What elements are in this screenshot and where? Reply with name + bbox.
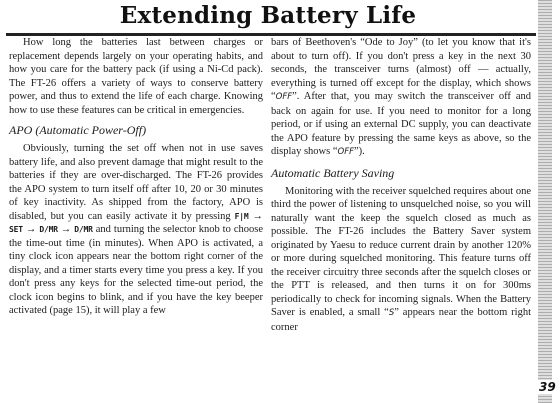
arrow-3: → bbox=[57, 224, 75, 235]
page-edge-strip bbox=[538, 0, 552, 403]
battery-saving-text-2: ” appears near the bottom right corner bbox=[271, 307, 531, 333]
apo-heading: APO (Automatic Power-Off) bbox=[9, 123, 147, 137]
battery-saving-heading: Automatic Battery Saving bbox=[271, 165, 395, 180]
right-column bbox=[271, 36, 531, 334]
apo-cont-text-2: ”. After that, you may switch the transceiver off and back on again for use. If you need to monitor for a long period, or if using an external DC supply, you can deactivate the APO feature by pressing the same keys as above, so the display shows “ bbox=[271, 91, 531, 157]
apo-cont-text-3: ”). bbox=[353, 146, 365, 157]
page-title: Extending Battery Life bbox=[119, 2, 417, 29]
apo-text-end: and turning the selector knob to choose the time-out time (in minutes). When APO is activated, a tiny clock icon appears near the bottom right corner of the display, and a timer starts every time you press a key. If you don't press any keys for the selected time-out period, the clock icon begins to blink, and if you have the key beeper activated (page 15), it will play a few bbox=[9, 224, 263, 316]
apo-text-start: Obviously, turning the set off when not in use saves battery life, and also prevent damage that might result to the batteries if they are over-discharged. The FT-26 provides the APO system to turn itself off after 10, 20 or 30 minutes of key inactivity. As shipped from the factory, APO is disabled, but you can easily activate it by pressing bbox=[9, 143, 263, 222]
battery-saving-text-1: Monitoring with the receiver squelched requires about one third the power of listening to unsquelched noise, so you will naturally want the keep the squelch closed as much as possible. The FT-26 includes the Battery Saver system originated by Yaesu to reduce current drain by another 120% or more during squelched monitoring. This feature turns off the receiver circuitry three seconds after the squelch closes or the PTT is released, and then turns it on for 300ms periodically to check for incoming signals. When the Battery Saver is enabled, a small “ bbox=[271, 185, 531, 318]
battery-saving-paragraph bbox=[271, 185, 531, 335]
key-dmr-1: D/MR bbox=[39, 225, 58, 234]
intro-paragraph: How long the batteries last between charges or replacement depends largely on your operating habits, and how you care for the battery pack (if using a Ni-Cd pack). The FT-26 offers a variety of ways to conserve battery power, and thus to extend the life of each charge. Knowing how to use these features can be critical in emergencies. bbox=[9, 37, 263, 116]
key-fm: F|M bbox=[234, 211, 249, 221]
left-column bbox=[9, 36, 263, 318]
key-set: SET bbox=[9, 225, 23, 234]
lcd-off-1: OFF bbox=[275, 92, 293, 102]
lcd-off-2: OFF bbox=[337, 147, 354, 157]
apo-continued-paragraph bbox=[271, 36, 531, 160]
arrow-2: → bbox=[22, 224, 40, 235]
lcd-s: S bbox=[388, 308, 395, 318]
arrow-1: → bbox=[248, 210, 263, 222]
page-number: 39 bbox=[539, 380, 556, 394]
apo-paragraph bbox=[9, 142, 263, 318]
key-dmr-2: D/MR bbox=[74, 225, 93, 234]
apo-cont-text-1: bars of Beethoven's “Ode to Joy” (to let you know that it's about to turn off). If you don't press a key in the next 30 seconds, the transceiver turns (almost) off — actually, everything is turned off except for the display, which shows “ bbox=[271, 37, 531, 102]
